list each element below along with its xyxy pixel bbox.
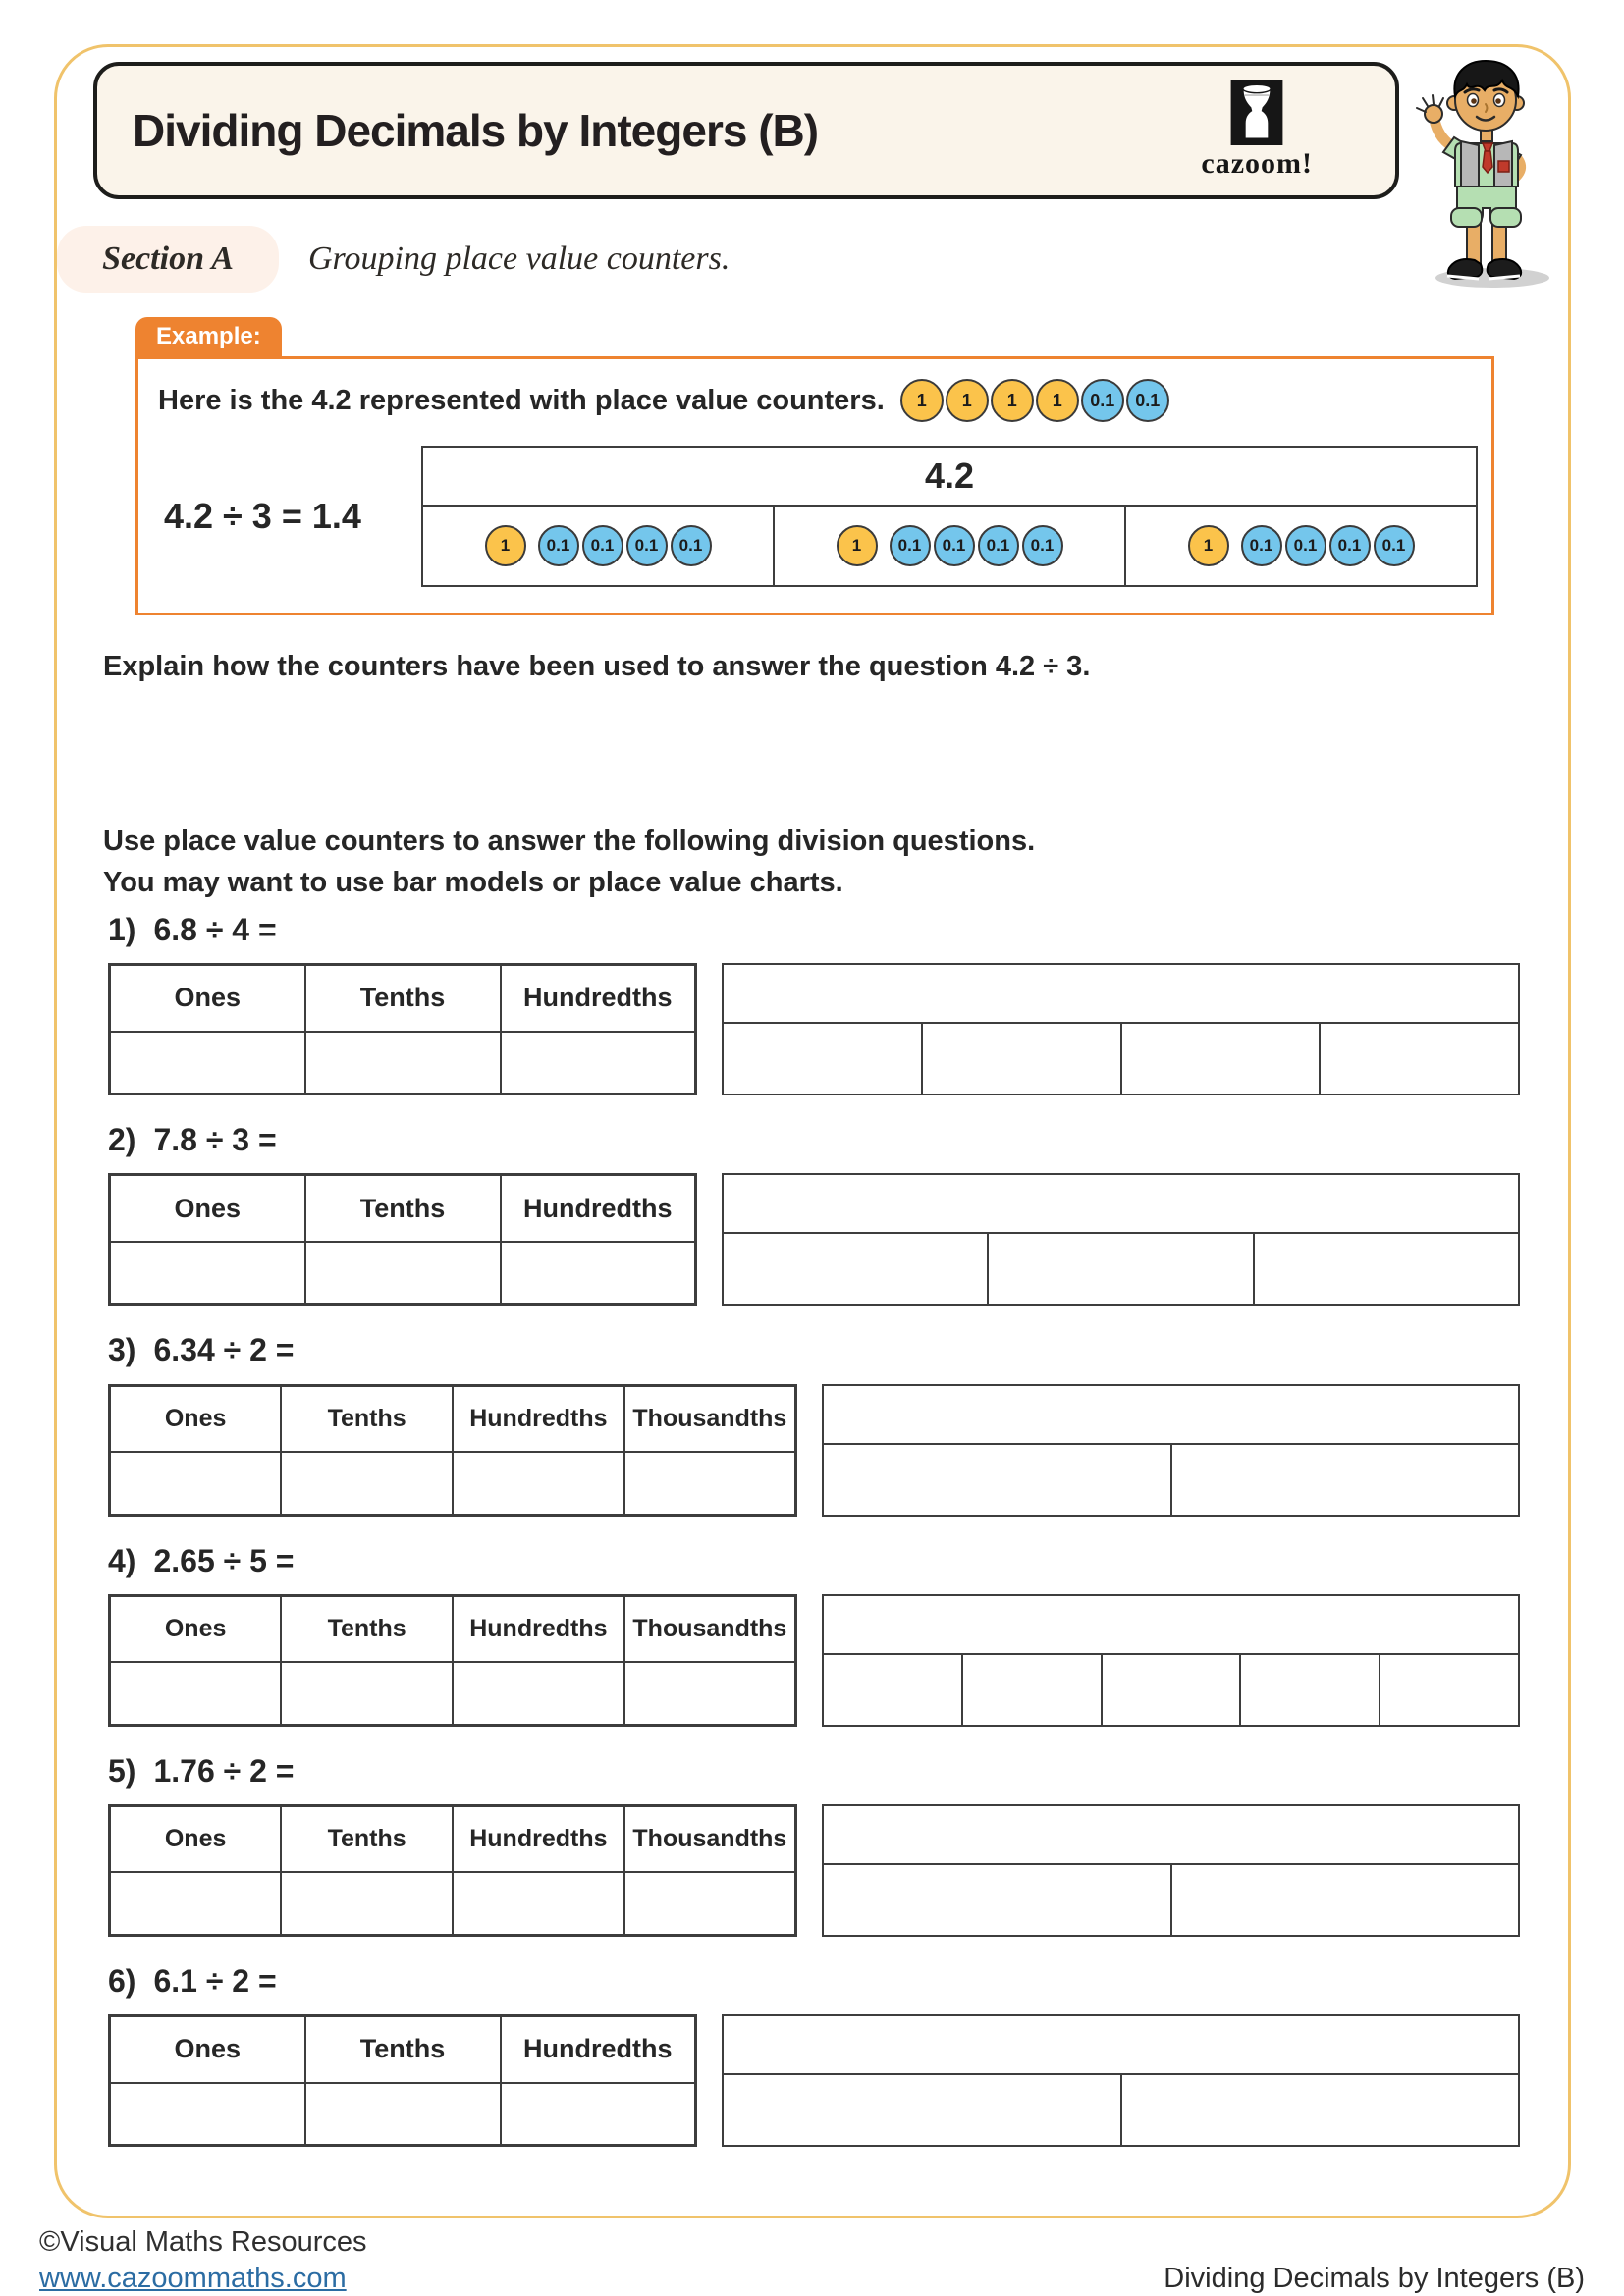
bar-part-cell[interactable] <box>989 1234 1254 1304</box>
question-label <box>108 1544 1520 1578</box>
counter-tenth: 0.1 <box>1374 525 1415 566</box>
bar-part-cell[interactable] <box>1255 1234 1518 1304</box>
counter-tenth: 0.1 <box>978 525 1019 566</box>
bar-model-parts <box>824 1445 1518 1515</box>
counter-one: 1 <box>991 379 1034 422</box>
bar-model <box>822 1594 1520 1727</box>
pv-answer-cell[interactable] <box>305 1032 501 1095</box>
question-number: 4) <box>108 1542 136 1578</box>
pv-column-header: Hundredths <box>453 1595 624 1662</box>
bar-model <box>722 963 1520 1095</box>
pv-answer-cell[interactable] <box>110 1242 305 1305</box>
pv-column-header: Hundredths <box>501 1175 696 1242</box>
counter-tenth: 0.1 <box>538 525 579 566</box>
place-value-table <box>108 1804 797 1937</box>
question-expression: 7.8 ÷ 3 = <box>153 1122 277 1158</box>
bar-part-cell[interactable] <box>724 1024 923 1094</box>
counter-tenth: 0.1 <box>1126 379 1169 422</box>
bar-part-cell[interactable] <box>824 1445 1172 1515</box>
example-bar-total: 4.2 <box>423 448 1476 507</box>
pv-answer-cell[interactable] <box>453 1662 624 1725</box>
example-box <box>135 317 1494 615</box>
example-bar-groups <box>423 507 1476 585</box>
pv-column-header: Ones <box>110 1385 282 1452</box>
question-expression: 6.1 ÷ 2 = <box>153 1962 277 1999</box>
brand-name: cazoom! <box>1201 147 1313 180</box>
place-value-table <box>108 2014 697 2147</box>
bar-part-cell[interactable] <box>1241 1655 1380 1725</box>
pv-answer-cell[interactable] <box>110 1032 305 1095</box>
bar-model-group <box>1126 507 1476 585</box>
pv-answer-cell[interactable] <box>453 1872 624 1935</box>
bar-model <box>822 1384 1520 1517</box>
questions <box>108 913 1520 2174</box>
explain-answer-space[interactable] <box>103 692 1478 810</box>
pv-answer-cell[interactable] <box>281 1872 453 1935</box>
pv-column-header: Ones <box>110 1805 282 1872</box>
bar-part-cell[interactable] <box>1122 1024 1322 1094</box>
pv-column-header: Tenths <box>305 1175 501 1242</box>
bar-model-group <box>775 507 1126 585</box>
example-intro-counters <box>900 379 1169 422</box>
pv-column-header: Ones <box>110 965 305 1032</box>
counter-tenth: 0.1 <box>934 525 975 566</box>
student-character-illustration <box>1402 49 1564 294</box>
bar-model-parts <box>724 2075 1518 2145</box>
pv-column-header: Ones <box>110 2016 305 2083</box>
place-value-table <box>108 963 697 1095</box>
place-value-table <box>108 1173 697 1306</box>
section-header <box>57 226 730 293</box>
pv-column-header: Ones <box>110 1175 305 1242</box>
bar-part-cell[interactable] <box>1122 2075 1519 2145</box>
question-expression: 6.34 ÷ 2 = <box>153 1332 295 1368</box>
pv-answer-cell[interactable] <box>110 1662 282 1725</box>
cazoom-logo <box>1201 80 1313 181</box>
question-block <box>108 913 1520 1095</box>
pv-answer-cell[interactable] <box>281 1452 453 1515</box>
section-badge <box>57 226 279 293</box>
bar-part-cell[interactable] <box>724 2075 1122 2145</box>
bar-part-cell[interactable] <box>963 1655 1103 1725</box>
pv-answer-cell[interactable] <box>501 1032 696 1095</box>
question-block <box>108 1964 1520 2147</box>
bar-part-cell[interactable] <box>824 1865 1172 1935</box>
question-label <box>108 1333 1520 1367</box>
question-label <box>108 913 1520 947</box>
question-label <box>108 1964 1520 1999</box>
pv-column-header: Thousandths <box>624 1385 796 1452</box>
bar-model <box>722 2014 1520 2147</box>
pv-column-header: Tenths <box>305 965 501 1032</box>
section-description: Grouping place value counters. <box>308 240 731 277</box>
bar-model-parts <box>724 1234 1518 1304</box>
bar-model-total-cell[interactable] <box>724 1175 1518 1234</box>
explain-prompt: Explain how the counters have been used to answer the question 4.2 ÷ 3. <box>103 651 1091 682</box>
bar-model-parts <box>724 1024 1518 1094</box>
counter-one: 1 <box>837 525 878 566</box>
bar-model <box>722 1173 1520 1306</box>
example-equation: 4.2 ÷ 3 = 1.4 <box>164 496 361 536</box>
bar-model-parts <box>824 1655 1518 1725</box>
copyright-text: ©Visual Maths Resources <box>39 2226 367 2258</box>
pv-answer-cell[interactable] <box>110 1872 282 1935</box>
bar-model-total-cell[interactable] <box>724 965 1518 1024</box>
example-intro-text: Here is the 4.2 represented with place value counters. <box>158 384 885 416</box>
pv-answer-cell[interactable] <box>624 1872 796 1935</box>
footer-document-title: Dividing Decimals by Integers (B) <box>1164 2263 1585 2294</box>
place-value-table <box>108 1594 797 1727</box>
bar-model <box>822 1804 1520 1937</box>
pv-column-header: Thousandths <box>624 1805 796 1872</box>
counter-tenth: 0.1 <box>890 525 931 566</box>
pv-column-header: Tenths <box>281 1385 453 1452</box>
page-title: Dividing Decimals by Integers (B) <box>133 105 819 156</box>
counter-tenth: 0.1 <box>671 525 712 566</box>
bar-model-total-cell[interactable] <box>824 1386 1518 1445</box>
pv-column-header: Tenths <box>305 2016 501 2083</box>
pv-answer-cell[interactable] <box>305 2083 501 2146</box>
question-expression: 1.76 ÷ 2 = <box>153 1752 295 1789</box>
counter-tenth: 0.1 <box>1081 379 1124 422</box>
example-bar-model <box>421 446 1478 587</box>
question-block <box>108 1754 1520 1937</box>
instructions-line-1: Use place value counters to answer the following division questions. <box>103 826 1036 857</box>
counter-tenth: 0.1 <box>1022 525 1063 566</box>
bar-part-cell[interactable] <box>824 1655 963 1725</box>
bar-model-parts <box>824 1865 1518 1935</box>
question-expression: 2.65 ÷ 5 = <box>153 1542 295 1578</box>
bar-part-cell[interactable] <box>1172 1445 1519 1515</box>
place-value-table <box>108 1384 797 1517</box>
example-body <box>135 356 1494 615</box>
pv-column-header: Hundredths <box>501 965 696 1032</box>
website-link[interactable]: www.cazoommaths.com <box>39 2263 347 2294</box>
pv-column-header: Thousandths <box>624 1595 796 1662</box>
question-block <box>108 1544 1520 1727</box>
section-label: Section A <box>102 240 234 277</box>
bar-model-total-cell[interactable] <box>824 1596 1518 1655</box>
bar-part-cell[interactable] <box>724 1234 989 1304</box>
pv-column-header: Hundredths <box>501 2016 696 2083</box>
question-label <box>108 1123 1520 1157</box>
question-block <box>108 1333 1520 1516</box>
question-number: 1) <box>108 912 136 947</box>
example-tab: Example: <box>135 317 282 358</box>
drum-icon <box>1230 80 1283 145</box>
instructions <box>103 821 1035 903</box>
bar-part-cell[interactable] <box>923 1024 1122 1094</box>
question-number: 6) <box>108 1962 136 1999</box>
counter-tenth: 0.1 <box>582 525 623 566</box>
counter-tenth: 0.1 <box>626 525 668 566</box>
bar-part-cell[interactable] <box>1380 1655 1518 1725</box>
counter-one: 1 <box>1188 525 1229 566</box>
pv-column-header: Tenths <box>281 1595 453 1662</box>
pv-answer-cell[interactable] <box>453 1452 624 1515</box>
question-block <box>108 1123 1520 1306</box>
counter-tenth: 0.1 <box>1241 525 1282 566</box>
pv-answer-cell[interactable] <box>624 1452 796 1515</box>
pv-answer-cell[interactable] <box>110 1452 282 1515</box>
pv-answer-cell[interactable] <box>624 1662 796 1725</box>
counter-one: 1 <box>485 525 526 566</box>
question-number: 5) <box>108 1752 136 1789</box>
bar-model-total-cell[interactable] <box>824 1806 1518 1865</box>
question-label <box>108 1754 1520 1789</box>
bar-part-cell[interactable] <box>1321 1024 1518 1094</box>
bar-part-cell[interactable] <box>1103 1655 1242 1725</box>
question-expression: 6.8 ÷ 4 = <box>153 912 277 947</box>
pv-column-header: Tenths <box>281 1805 453 1872</box>
pv-answer-cell[interactable] <box>110 2083 305 2146</box>
bar-model-group <box>423 507 775 585</box>
pv-answer-cell[interactable] <box>501 1242 696 1305</box>
counter-one: 1 <box>900 379 944 422</box>
pv-column-header: Hundredths <box>453 1805 624 1872</box>
worksheet-title-box <box>93 62 1399 199</box>
pv-column-header: Ones <box>110 1595 282 1662</box>
instructions-line-2: You may want to use bar models or place value charts. <box>103 867 843 899</box>
pv-answer-cell[interactable] <box>281 1662 453 1725</box>
counter-tenth: 0.1 <box>1285 525 1326 566</box>
bar-part-cell[interactable] <box>1172 1865 1519 1935</box>
pv-answer-cell[interactable] <box>501 2083 696 2146</box>
page-footer <box>39 2226 1585 2295</box>
counter-tenth: 0.1 <box>1329 525 1371 566</box>
pv-column-header: Hundredths <box>453 1385 624 1452</box>
bar-model-total-cell[interactable] <box>724 2016 1518 2075</box>
counter-one: 1 <box>1036 379 1079 422</box>
counter-one: 1 <box>946 379 989 422</box>
question-number: 3) <box>108 1332 136 1368</box>
question-number: 2) <box>108 1122 136 1158</box>
pv-answer-cell[interactable] <box>305 1242 501 1305</box>
